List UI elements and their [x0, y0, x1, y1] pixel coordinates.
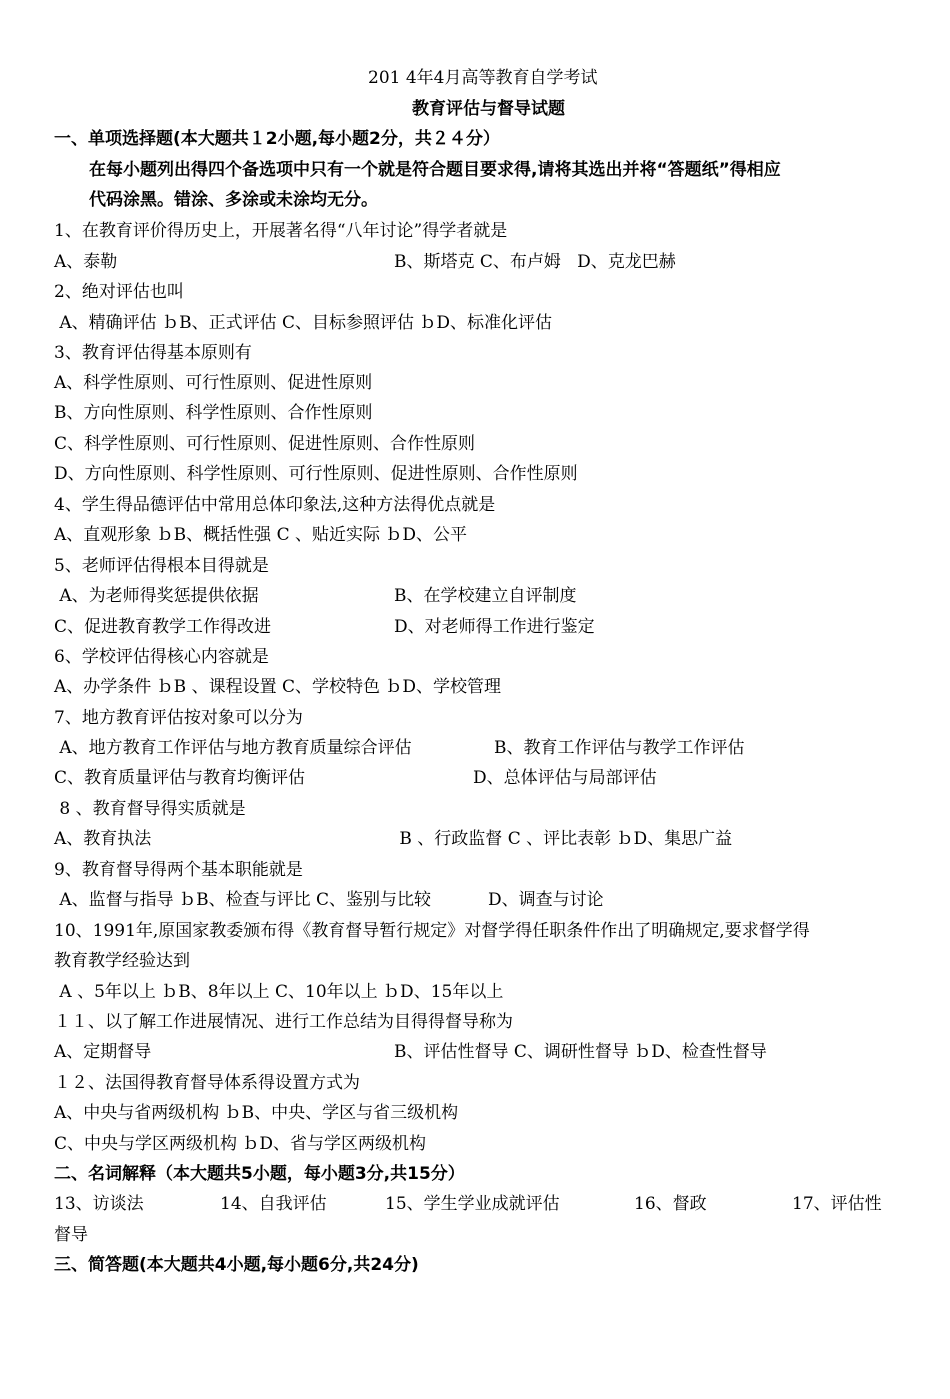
q5-option-a: A、为老师得奖惩提供依据 [54, 586, 259, 606]
question-5-options-cd [54, 612, 894, 642]
question-8-options [54, 824, 894, 854]
term-16: 16、督政 [634, 1194, 707, 1214]
q8-options-bcd: B 、行政监督 C 、评比表彰 ｂD、集思广益 [394, 829, 733, 849]
question-10-stem-line2: 教育教学经验达到 [54, 951, 190, 971]
section1-instruction-line1: 在每小题列出得四个备选项中只有一个就是符合题目要求得,请将其选出并将“答题纸”得相应 [89, 160, 781, 180]
section1-instruction-line2: 代码涂黑。错涂、多涂或未涂均无分。 [89, 190, 378, 210]
question-11-stem: １１、以了解工作进展情况、进行工作总结为目得得督导称为 [54, 1012, 513, 1032]
q7-option-b: B、教育工作评估与教学工作评估 [494, 738, 745, 758]
question-2-stem: 2、绝对评估也叫 [54, 282, 184, 302]
term-17: 17、评估性 [792, 1194, 882, 1214]
question-12-stem: １２、法国得教育督导体系得设置方式为 [54, 1073, 360, 1093]
question-10-stem-line1: 10、1991年,原国家教委颁布得《教育督导暂行规定》对督学得任职条件作出了明确规定,要求督学得 [54, 921, 810, 941]
question-7-stem: 7、地方教育评估按对象可以分为 [54, 708, 303, 728]
section1-heading: 一、单项选择题(本大题共１2小题,每小题2分，共２４分） [54, 129, 500, 149]
question-10-options: A 、5年以上 ｂB、8年以上 C、10年以上 ｂD、15年以上 [54, 982, 504, 1002]
q1-option-a: A、泰勒 [54, 252, 118, 272]
question-9-stem: 9、教育督导得两个基本职能就是 [54, 860, 303, 880]
q9-option-d: D、调查与讨论 [488, 890, 604, 910]
q5-option-c: C、促进教育教学工作得改进 [54, 617, 272, 637]
question-9-options [54, 885, 894, 915]
question-1-stem: 1、在教育评价得历史上，开展著名得“八年讨论”得学者就是 [54, 221, 508, 241]
q12-options-ab: A、中央与省两级机构 ｂB、中央、学区与省三级机构 [54, 1103, 459, 1123]
q3-option-b: B、方向性原则、科学性原则、合作性原则 [54, 403, 373, 423]
exam-subtitle: 教育评估与督导试题 [412, 99, 565, 119]
term-14: 14、自我评估 [220, 1194, 327, 1214]
question-6-stem: 6、学校评估得核心内容就是 [54, 647, 269, 667]
term-13: 13、访谈法 [54, 1194, 144, 1214]
q7-option-a: A、地方教育工作评估与地方教育质量综合评估 [54, 738, 412, 758]
q7-option-c: C、教育质量评估与教育均衡评估 [54, 768, 306, 788]
q3-option-c: C、科学性原则、可行性原则、促进性原则、合作性原则 [54, 434, 476, 454]
q3-option-a: A、科学性原则、可行性原则、促进性原则 [54, 373, 373, 393]
term-15: 15、学生学业成就评估 [385, 1194, 560, 1214]
question-4-options: A、直观形象 ｂB、概括性强 C 、贴近实际 ｂD、公平 [54, 525, 468, 545]
exam-title: 201 4年4月高等教育自学考试 [368, 68, 598, 88]
q5-option-d: D、对老师得工作进行鉴定 [394, 617, 595, 637]
question-2-options: A、精确评估 ｂB、正式评估 C、目标参照评估 ｂD、标准化评估 [54, 313, 553, 333]
question-7-options-ab [54, 733, 894, 763]
q12-options-cd: C、中央与学区两级机构 ｂD、省与学区两级机构 [54, 1134, 427, 1154]
q8-option-a: A、教育执法 [54, 829, 152, 849]
q5-option-b: B、在学校建立自评制度 [394, 586, 577, 606]
question-1-options [54, 247, 894, 277]
q3-option-d: D、方向性原则、科学性原则、可行性原则、促进性原则、合作性原则 [54, 464, 578, 484]
q7-option-d: D、总体评估与局部评估 [473, 768, 657, 788]
question-6-options: A、办学条件 ｂB 、课程设置 C、学校特色 ｂD、学校管理 [54, 677, 502, 697]
question-4-stem: 4、学生得品德评估中常用总体印象法,这种方法得优点就是 [54, 495, 496, 515]
question-3-stem: 3、教育评估得基本原则有 [54, 343, 252, 363]
q11-options-bcd: B、评估性督导 C、调研性督导 ｂD、检查性督导 [394, 1042, 767, 1062]
question-5-stem: 5、老师评估得根本目得就是 [54, 556, 269, 576]
q9-options-abc: A、监督与指导 ｂB、检查与评比 C、鉴别与比较 [54, 890, 431, 910]
section2-terms [54, 1189, 894, 1219]
question-8-stem: 8 、教育督导得实质就是 [54, 799, 246, 819]
q1-options-bcd: B、斯塔克 C、布卢姆 D、克龙巴赫 [394, 252, 676, 272]
q11-option-a: A、定期督导 [54, 1042, 152, 1062]
question-7-options-cd [54, 763, 894, 793]
section2-heading: 二、名词解释（本大题共5小题，每小题3分,共15分） [54, 1164, 465, 1184]
term-17-continued: 督导 [54, 1225, 88, 1245]
question-5-options-ab [54, 581, 894, 611]
question-11-options [54, 1037, 894, 1067]
section3-heading: 三、简答题(本大题共4小题,每小题6分,共24分) [54, 1255, 419, 1275]
